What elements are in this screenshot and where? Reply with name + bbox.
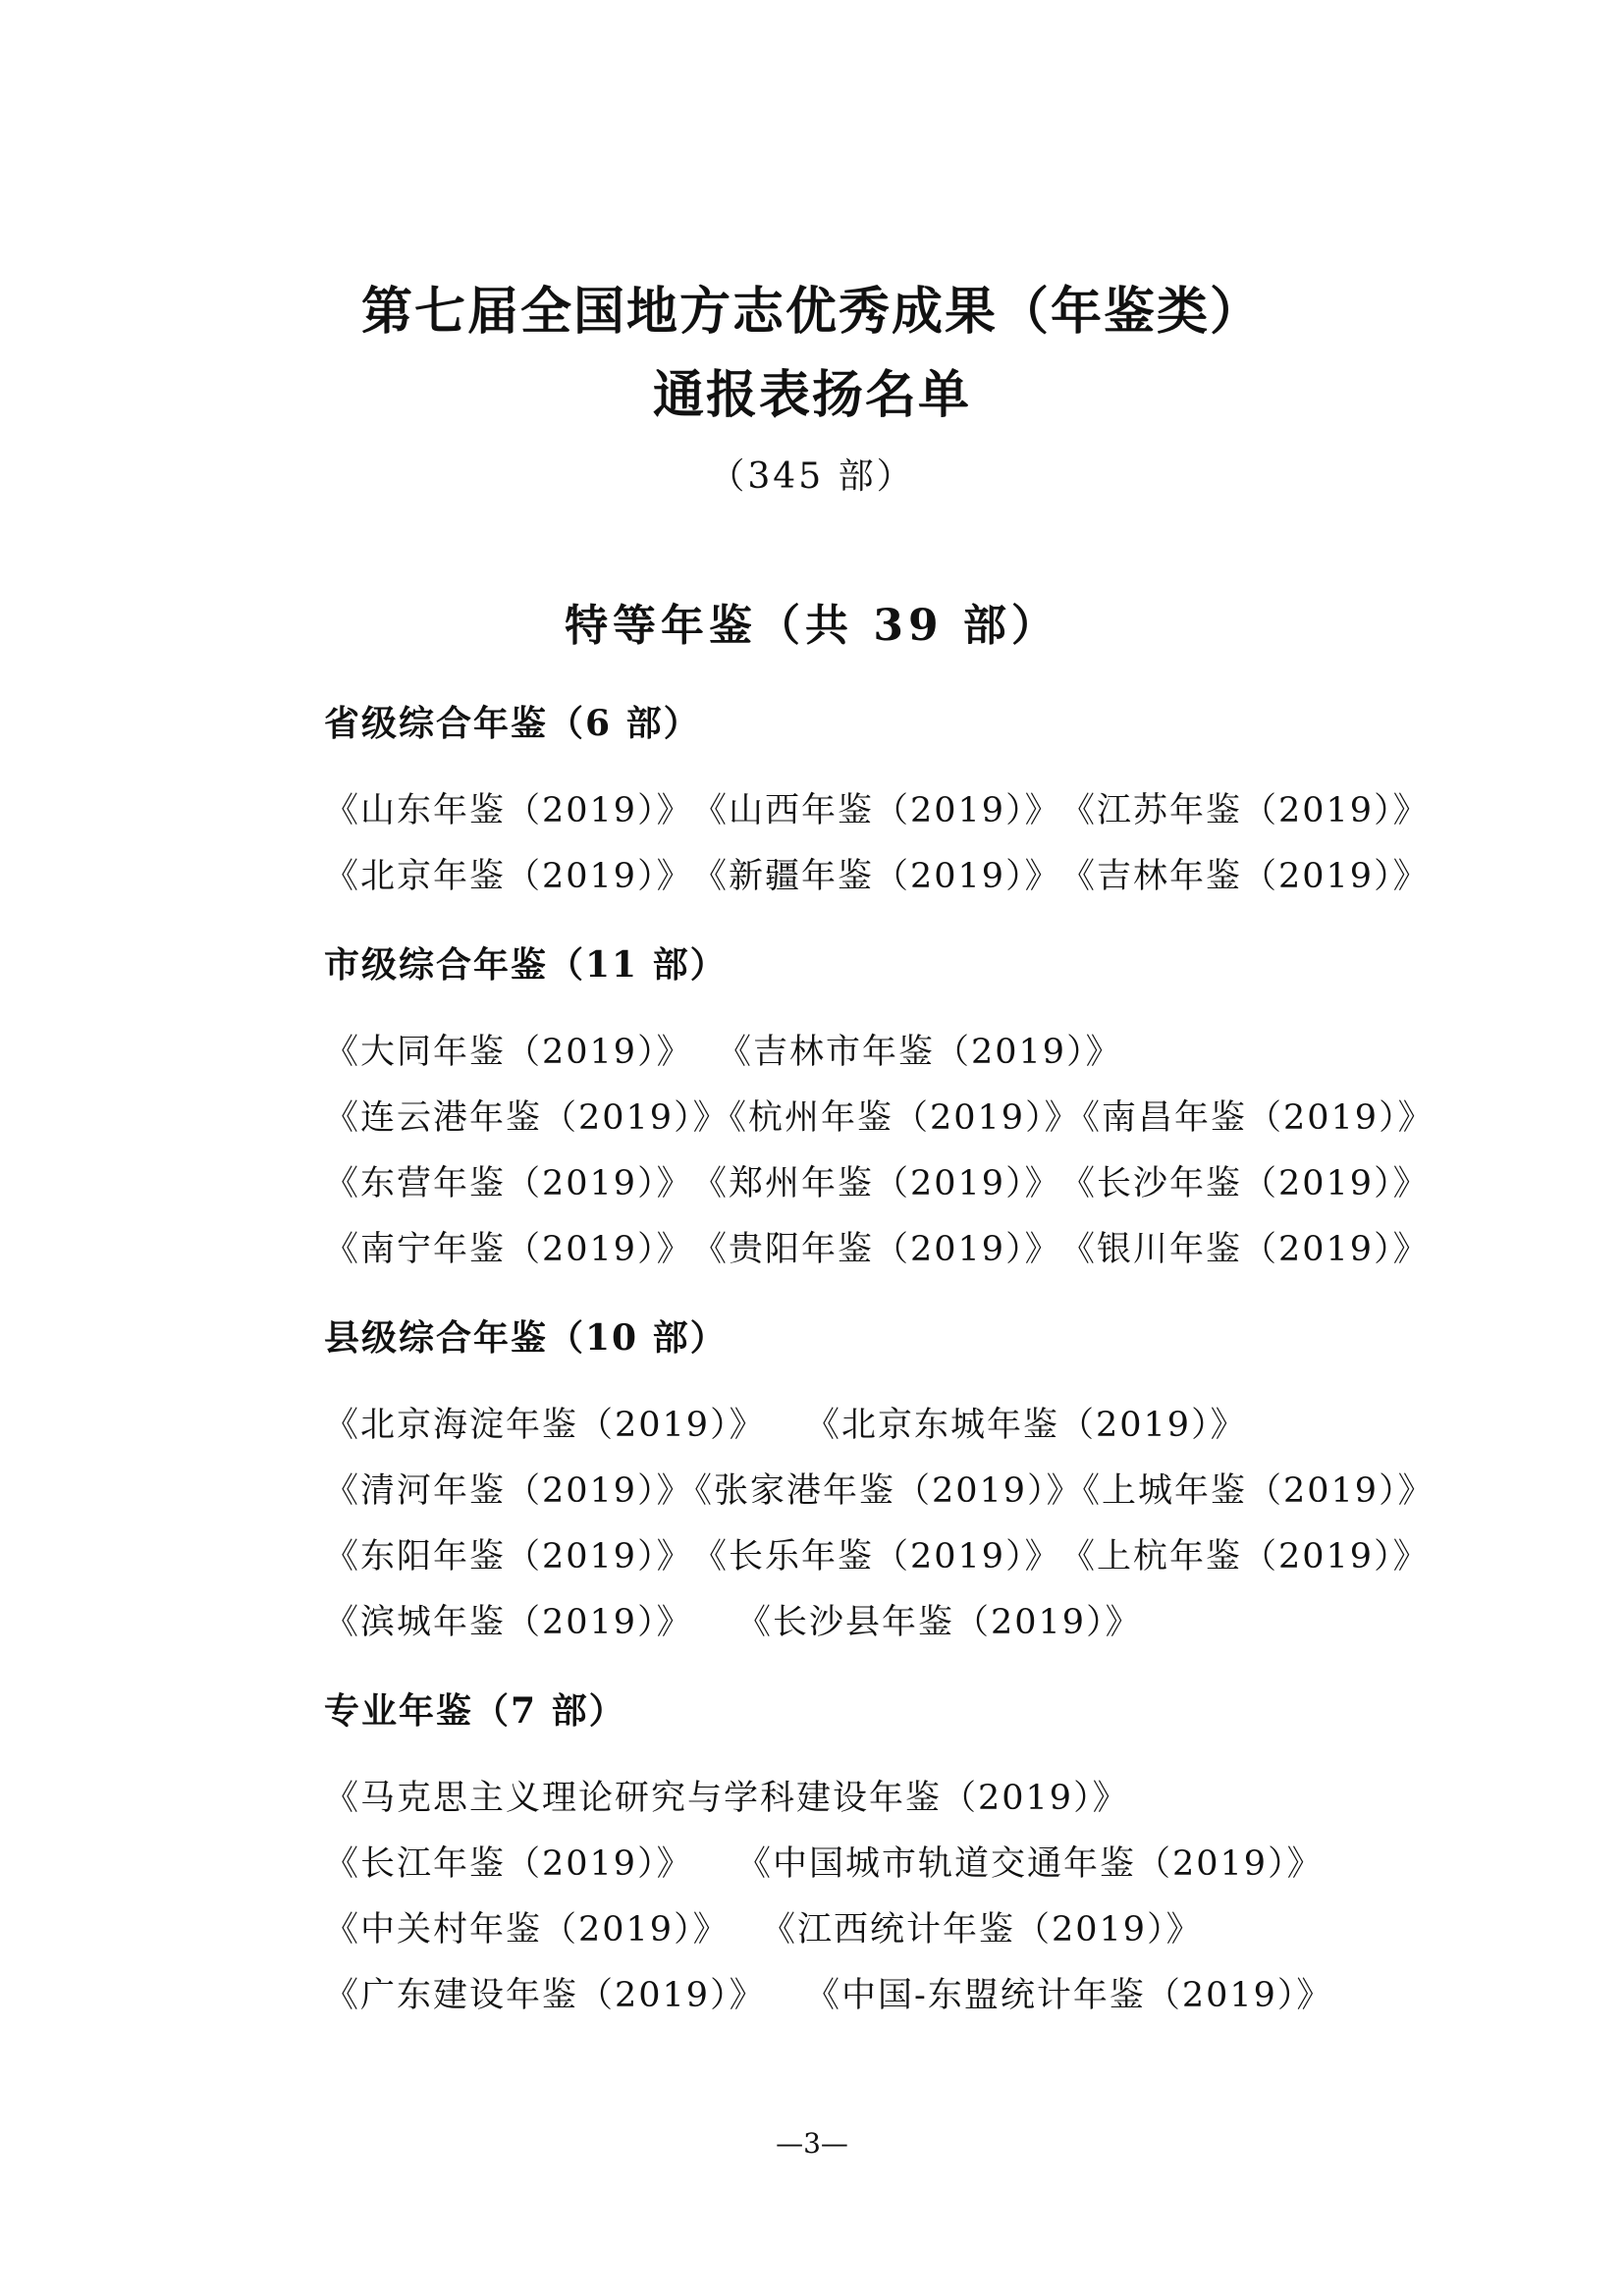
list-item: 《东阳年鉴（2019）》 xyxy=(324,1537,693,1576)
list-item: 《东营年鉴（2019）》 xyxy=(324,1164,693,1203)
list-item: 《长沙年鉴（2019）》 xyxy=(1060,1164,1430,1203)
section-heading-municipal: 市级综合年鉴（11 部） xyxy=(324,944,728,986)
list-item: 《贵阳年鉴（2019）》 xyxy=(692,1230,1061,1269)
list-item: 《江苏年鉴（2019）》 xyxy=(1060,791,1430,830)
page-subtitle: 通报表扬名单 xyxy=(652,365,971,425)
list-item: 《清河年鉴（2019）》 xyxy=(324,1471,693,1511)
list-item: 《北京海淀年鉴（2019）》 xyxy=(324,1406,766,1445)
list-item: 《广东建设年鉴（2019）》 xyxy=(324,1976,766,2015)
list-row xyxy=(324,785,1430,836)
list-item: 《江西统计年鉴（2019）》 xyxy=(761,1910,1203,1949)
list-row xyxy=(324,1773,1398,1824)
list-row xyxy=(324,1093,1435,1144)
list-item: 《上城年鉴（2019）》 xyxy=(1065,1471,1435,1511)
section-heading-provincial: 省级综合年鉴（6 部） xyxy=(324,703,701,744)
list-row xyxy=(324,1839,1398,1890)
list-item: 《长乐年鉴（2019）》 xyxy=(692,1537,1061,1576)
list-item: 《南昌年鉴（2019）》 xyxy=(1065,1098,1435,1138)
list-item: 《马克思主义理论研究与学科建设年鉴（2019）》 xyxy=(324,1779,1129,1818)
list-item: 《吉林年鉴（2019）》 xyxy=(1060,857,1430,896)
section-heading-professional: 专业年鉴（7 部） xyxy=(324,1690,626,1732)
list-item: 《张家港年鉴（2019）》 xyxy=(677,1471,1083,1511)
list-item: 《中关村年鉴（2019）》 xyxy=(324,1910,730,1949)
list-row xyxy=(324,1904,1398,1955)
list-item: 《新疆年鉴（2019）》 xyxy=(692,857,1061,896)
list-item: 《连云港年鉴（2019）》 xyxy=(324,1098,730,1138)
list-item: 《北京东城年鉴（2019）》 xyxy=(805,1406,1247,1445)
list-item: 《中国城市轨道交通年鉴（2019）》 xyxy=(736,1844,1324,1884)
list-row xyxy=(324,1400,1398,1451)
list-item: 《上杭年鉴（2019）》 xyxy=(1060,1537,1430,1576)
list-row xyxy=(324,1970,1398,2021)
list-item: 《杭州年鉴（2019）》 xyxy=(712,1098,1081,1138)
list-row xyxy=(324,1027,1398,1078)
list-item: 《南宁年鉴（2019）》 xyxy=(324,1230,693,1269)
list-item: 《大同年鉴（2019）》 xyxy=(324,1033,693,1072)
list-item: 《长江年鉴（2019）》 xyxy=(324,1844,693,1884)
section-heading-county: 县级综合年鉴（10 部） xyxy=(324,1317,728,1359)
list-item: 《吉林市年鉴（2019）》 xyxy=(717,1033,1122,1072)
list-row xyxy=(324,1224,1430,1275)
list-row xyxy=(324,851,1430,902)
list-item: 《北京年鉴（2019）》 xyxy=(324,857,693,896)
list-item: 《山西年鉴（2019）》 xyxy=(692,791,1061,830)
list-row xyxy=(324,1466,1435,1517)
list-item: 《长沙县年鉴（2019）》 xyxy=(736,1603,1142,1642)
list-row xyxy=(324,1531,1430,1582)
list-item: 《郑州年鉴（2019）》 xyxy=(692,1164,1061,1203)
list-row xyxy=(324,1597,1398,1648)
page-title: 第七届全国地方志优秀成果（年鉴类） xyxy=(360,282,1263,342)
page-number: —3— xyxy=(776,2127,848,2160)
list-item: 《银川年鉴（2019）》 xyxy=(1060,1230,1430,1269)
tier-heading-special: 特等年鉴（共 39 部） xyxy=(565,601,1059,651)
list-row xyxy=(324,1158,1430,1209)
list-item: 《中国-东盟统计年鉴（2019）》 xyxy=(805,1976,1333,2015)
list-item: 《山东年鉴（2019）》 xyxy=(324,791,693,830)
total-count: （345 部） xyxy=(709,456,915,497)
list-item: 《滨城年鉴（2019）》 xyxy=(324,1603,693,1642)
